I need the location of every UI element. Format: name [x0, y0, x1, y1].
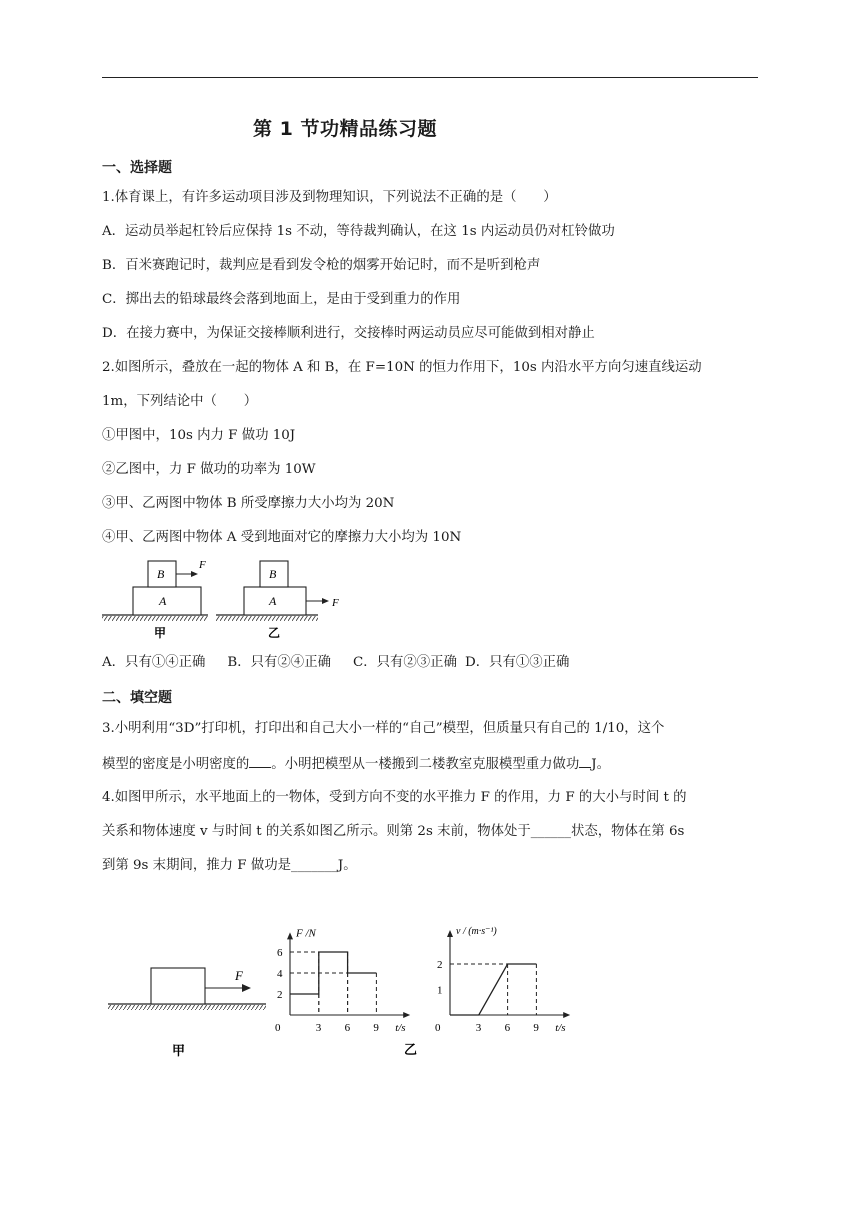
- q2-option-b: B．只有②④正确: [227, 655, 331, 670]
- v-origin-label: 0: [435, 1022, 441, 1034]
- block-b-label: B: [269, 567, 277, 581]
- q1-stem: 1.体育课上，有许多运动项目涉及到物理知识，下列说法不正确的是（ ）: [102, 190, 557, 205]
- ground-hatch: [102, 616, 208, 621]
- v-axis-x-label: t/s: [555, 1022, 566, 1034]
- q1-option-b: B．百米赛跑记时，裁判应是看到发令枪的烟雾开始记时，而不是听到枪声: [102, 258, 541, 273]
- caption-yi: 乙: [268, 626, 281, 640]
- q3-text-c: J。: [591, 757, 611, 772]
- ground-hatch: [108, 1005, 266, 1010]
- q2-figure: [96, 555, 356, 645]
- q2-option-c: C．只有②③正确: [352, 655, 457, 670]
- q4-line1: 4.如图甲所示，水平地面上的一物体，受到方向不变的水平推力 F 的作用，力 F 的大小与时间 t 的: [102, 790, 687, 805]
- block-a-label: A: [159, 594, 167, 608]
- f-x-tick-label: 6: [344, 1022, 351, 1034]
- block-a-label: A: [269, 594, 277, 608]
- v-data-line: [450, 964, 536, 1015]
- force-label: F: [199, 559, 206, 571]
- q4-figure-jia: [100, 955, 270, 1065]
- push-force-label: F: [235, 968, 243, 983]
- q2-statement-4: ④甲、乙两图中物体 A 受到地面对它的摩擦力大小均为 10N: [102, 530, 462, 545]
- q1-option-a: A．运动员举起杠铃后应保持 1s 不动，等待裁判确认，在这 1s 内运动员仍对杠铃做功: [102, 224, 615, 239]
- f-y-tick-label: 6: [277, 947, 283, 959]
- v-x-tick-label: 3: [475, 1022, 482, 1034]
- force-arrowhead: [322, 598, 329, 604]
- caption-jia: 甲: [172, 1043, 186, 1058]
- q2-statement-1: ①甲图中，10s 内力 F 做功 10J: [102, 428, 296, 443]
- q2-options: [102, 651, 569, 670]
- f-x-tick-label: 9: [373, 1022, 379, 1034]
- figure-jia: [102, 559, 208, 640]
- object-block: [151, 968, 205, 1004]
- q4-line3: 到第 9s 末期间，推力 F 做功是_______J。: [102, 858, 357, 873]
- q3-text-b: 。小明把模型从一楼搬到二楼教室克服模型重力做功: [271, 757, 580, 772]
- q4-figure-yi: [270, 888, 580, 1058]
- f-t-graph: [275, 927, 410, 1034]
- force-label: F: [332, 597, 339, 609]
- force-arrowhead: [191, 571, 198, 577]
- ground-hatch: [216, 616, 318, 621]
- section-heading-fill: 二、填空题: [102, 690, 172, 706]
- q3-blank-1[interactable]: [249, 753, 271, 768]
- q2-option-d: D．只有①③正确: [464, 655, 570, 670]
- block-b-label: B: [157, 567, 165, 581]
- q3-line1: 3.小明利用“3D”打印机，打印出和自己大小一样的“自己”模型，但质量只有自己的 1/10，这个: [102, 721, 665, 736]
- v-y-tick-label: 2: [437, 959, 443, 971]
- f-origin-label: 0: [275, 1022, 281, 1034]
- figure-yi: [216, 561, 339, 640]
- q4-line2: 关系和物体速度 v 与时间 t 的关系如图乙所示。则第 2s 末前，物体处于______状态，物体在第 6s: [102, 824, 685, 839]
- f-axis-x-arrow: [403, 1012, 410, 1018]
- section-heading-choice: 一、选择题: [102, 160, 172, 176]
- v-y-tick-label: 1: [437, 984, 443, 997]
- v-axis-y-arrow: [447, 930, 453, 937]
- v-axis-y-label: v / (m·s⁻¹): [456, 925, 497, 937]
- q3-text-a: 模型的密度是小明密度的: [102, 757, 250, 772]
- q2-stem-line1: 2.如图所示，叠放在一起的物体 A 和 B，在 F=10N 的恒力作用下，10s 内沿水平方向匀速直线运动: [102, 360, 702, 375]
- f-axis-y-label: F /N: [296, 927, 316, 940]
- block-a: [133, 587, 201, 615]
- f-x-tick-label: 3: [315, 1022, 322, 1034]
- f-y-tick-label: 4: [277, 968, 283, 980]
- v-x-tick-label: 9: [533, 1022, 539, 1034]
- q1-option-d: D．在接力赛中，为保证交接棒顺利进行，交接棒时两运动员应尽可能做到相对静止: [102, 326, 595, 341]
- q1-option-c: C．掷出去的铅球最终会落到地面上，是由于受到重力的作用: [102, 292, 461, 307]
- q3-line2: [102, 753, 610, 775]
- f-y-tick-label: 2: [277, 989, 283, 1001]
- push-arrowhead: [242, 984, 251, 992]
- header-rule: [102, 77, 758, 78]
- q2-statement-2: ②乙图中，力 F 做功的功率为 10W: [102, 462, 316, 477]
- v-t-graph: [435, 926, 570, 1034]
- caption-jia: 甲: [154, 626, 167, 640]
- q2-stem-line2: 1m，下列结论中（ ）: [102, 394, 258, 409]
- caption-yi: 乙: [404, 1042, 418, 1057]
- f-axis-x-label: t/s: [395, 1022, 406, 1034]
- page-title: 第 1 节功精品练习题: [253, 118, 437, 140]
- v-axis-x-arrow: [563, 1012, 570, 1018]
- q2-option-a: A．只有①④正确: [102, 655, 206, 670]
- q3-blank-2[interactable]: [579, 753, 591, 768]
- f-axis-y-arrow: [287, 932, 293, 939]
- v-x-tick-label: 6: [504, 1022, 511, 1034]
- q2-statement-3: ③甲、乙两图中物体 B 所受摩擦力大小均为 20N: [102, 496, 395, 511]
